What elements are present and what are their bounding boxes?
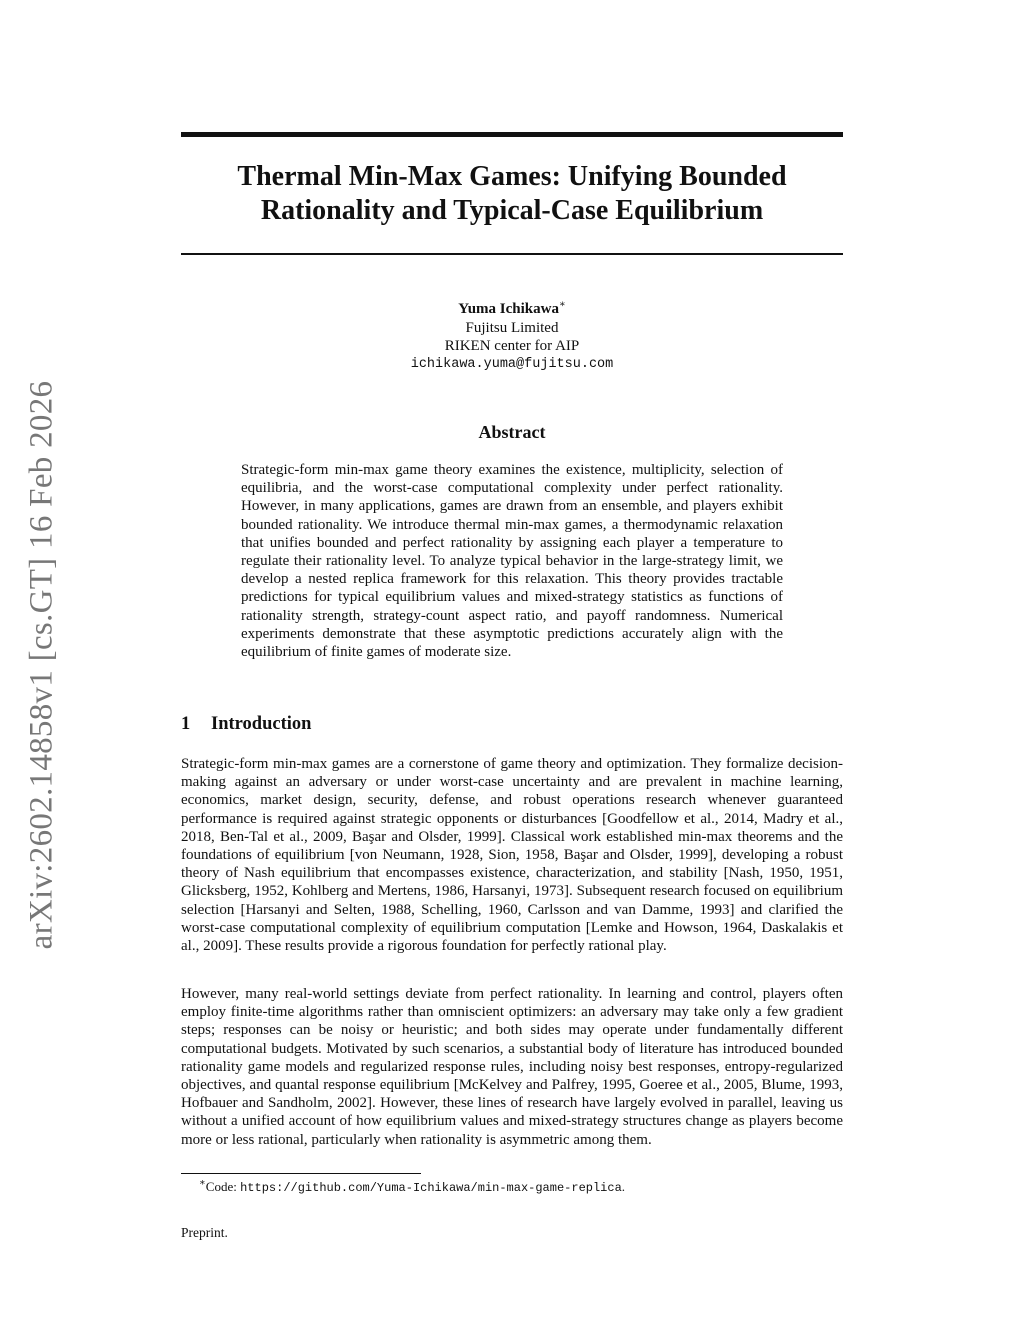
author-name: Yuma Ichikawa <box>458 301 559 317</box>
intro-paragraph-2: However, many real-world settings deviate from perfect rationality. In learning and control, players often employ finite-time algorithms rather than omniscient optimizers: an adversary may take only a few gradient steps; responses can be noisy or heuristic; and both sides may operate under fundamentally different computational budgets. Motivated by such scenarios, a substantial body of literature has introduced bounded rationality game models and regularized response rules, including noisy best responses, entropy-regularized objectives, and quantal response equilibrium [McKelvey and Palfrey, 1995, Goeree et al., 2005, Blume, 1993, Hofbauer and Sandholm, 2002]. However, these lines of research have largely evolved in parallel, leaving us without a unified account of how equilibrium values and mixed-strategy structures change as players become more or less rational, particularly when rationality is asymmetric among them. <box>181 986 843 1148</box>
paper-title <box>181 160 843 228</box>
author-block <box>181 300 843 374</box>
footnote-rule <box>181 1173 421 1174</box>
footnote-code-link[interactable]: https://github.com/Yuma-Ichikawa/min-max-game-replica <box>240 1181 622 1195</box>
section-heading-introduction <box>181 714 311 735</box>
author-affiliation-1: Fujitsu Limited <box>465 319 559 336</box>
footnote-mark: ∗ <box>199 1177 206 1189</box>
abstract-heading: Abstract <box>478 422 546 442</box>
author-affiliation-2: RIKEN center for AIP <box>444 338 580 354</box>
section-number: 1 <box>181 714 191 734</box>
section-title: Introduction <box>211 714 312 734</box>
paper-page <box>181 0 843 1325</box>
footnote-period: . <box>621 1179 626 1194</box>
title-bottom-rule <box>181 253 843 255</box>
intro-paragraph-1: Strategic-form min-max games are a cornerstone of game theory and optimization. They formalize decision-making against an adversary or under worst-case uncertainty and are prevalent in machine learning, economics, market design, security, defense, and robust operations research whenever guaranteed performance is required against strategic opponents or disturbances [Goodfellow et al., 2014, Madry et al., 2018, Ben-Tal et al., 2009, Başar and Olsder, 1999]. Classical work established min-max theorems and the foundations of equilibrium [von Neumann, 1928, Sion, 1958, Başar and Olsder, 1999], developing a robust theory of Nash equilibrium that encompasses existence, characterization, and stability [Nash, 1950, 1951, Glicksberg, 1952, Kohlberg and Mertens, 1986, Harsanyi, 1973]. Subsequent research focused on equilibrium selection [Harsanyi and Selten, 1988, Schelling, 1960, Carlsson and van Damme, 1993] and clarified the worst-case computational complexity of equilibrium computation [Lemke and Howson, 1964, Daskalakis et al., 2009]. These results provide a rigorous foundation for perfectly rational play. <box>181 756 843 955</box>
arxiv-identifier: arXiv:2602.14858v1 [cs.GT] 16 Feb 2026 <box>23 380 60 950</box>
footnote-label: Code: <box>205 1179 241 1194</box>
footnote <box>199 1179 625 1196</box>
title-line-1: Thermal Min-Max Games: Unifying Bounded <box>237 161 787 192</box>
author-footnote-mark: ∗ <box>558 299 566 310</box>
title-top-rule <box>181 132 843 137</box>
preprint-footer: Preprint. <box>181 1225 228 1240</box>
abstract-text: Strategic-form min-max game theory examines the existence, multiplicity, selection of equilibria, and the worst-case computational complexity under perfect rationality. However, in many applications, games are drawn from an ensemble, and players exhibit bounded rationality. We introduce thermal min-max games, a thermodynamic relaxation that unifies bounded and perfect rationality by assigning each player a temperature to regulate their rationality level. To analyze typical behavior in the large-strategy limit, we develop a nested replica framework for this relaxation. This theory provides tractable predictions for typical equilibrium values and mixed-strategy statistics as functions of rationality strength, strategy-count aspect ratio, and payoff randomness. Numerical experiments demonstrate that these asymptotic predictions accurately align with the equilibrium of finite games of moderate size. <box>241 462 783 661</box>
arxiv-sidebar-stamp <box>20 370 64 960</box>
title-line-2: Rationality and Typical-Case Equilibrium <box>260 195 764 226</box>
author-email[interactable]: ichikawa.yuma@fujitsu.com <box>410 356 614 372</box>
